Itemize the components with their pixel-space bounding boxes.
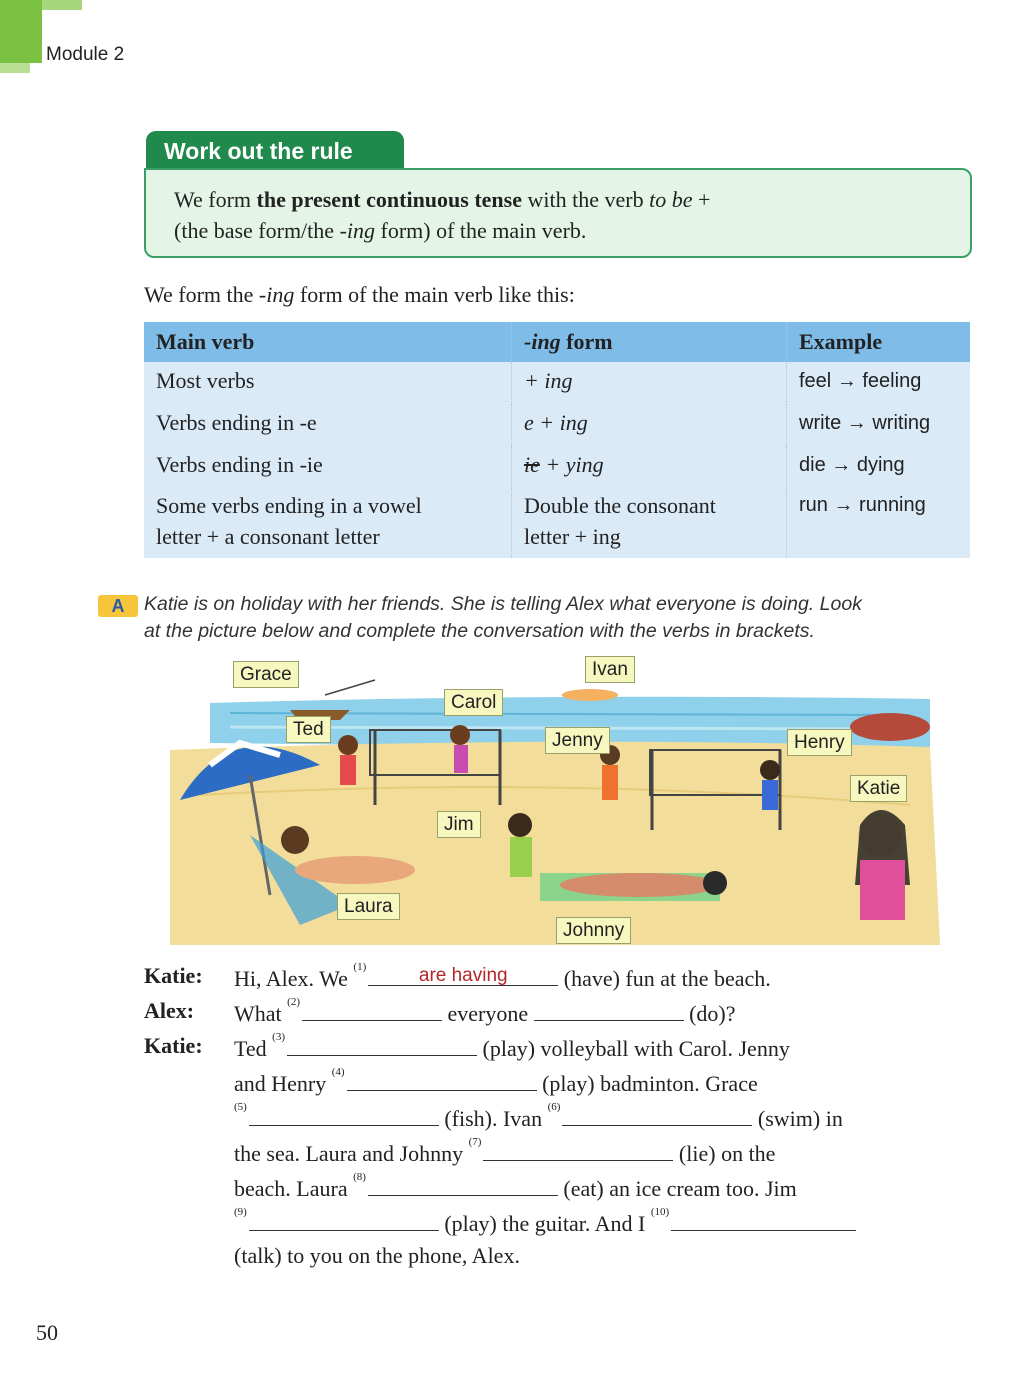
speaker-label: Alex: (144, 998, 195, 1023)
intro-italic: -ing (258, 282, 295, 307)
cell-verb: Verbs ending in -ie (144, 446, 512, 488)
line-text: Ted (234, 1036, 273, 1061)
blank-number: (8) (353, 1171, 366, 1183)
answer-blank[interactable] (562, 1103, 752, 1126)
conversation-line (234, 1138, 775, 1167)
form-dropped-letter: e (524, 410, 534, 435)
header-example: Example (787, 322, 971, 362)
rule-box (144, 168, 972, 258)
blank-number: (9) (234, 1206, 247, 1218)
header-ing-italic: -ing (524, 329, 561, 354)
answer-blank[interactable] (249, 1208, 439, 1231)
line-text: (have) fun at the beach. (558, 966, 771, 991)
conversation-line (234, 998, 736, 1027)
line-text: Hi, Alex. We (234, 966, 354, 991)
example-ing: feeling (862, 370, 922, 392)
example-base: write (799, 412, 842, 434)
module-label: Module 2 (46, 44, 125, 65)
example-base: run (799, 494, 828, 516)
rule-text: with the verb (522, 187, 650, 212)
name-tag: Jim (437, 811, 481, 838)
speaker-label: Katie: (144, 1033, 203, 1058)
line-text: (eat) an ice cream too. Jim (557, 1176, 797, 1201)
cell-example (787, 488, 971, 558)
line-text: (lie) on the (673, 1141, 776, 1166)
name-tag: Ted (286, 716, 331, 743)
arrow-icon: → (831, 454, 852, 476)
conversation-line (234, 1208, 856, 1237)
form-rest: + ing (533, 410, 588, 435)
rule-text: We form (174, 187, 257, 212)
blank-number: (10) (650, 1206, 670, 1218)
answer-text: are having (418, 965, 508, 986)
rule-text: form) of the main verb. (375, 218, 587, 243)
corner-decoration-top (42, 0, 82, 10)
corner-decoration (0, 0, 42, 63)
answer-blank[interactable] (534, 998, 684, 1021)
name-tag: Henry (787, 729, 852, 756)
conversation-line (234, 1033, 790, 1062)
name-tag: Jenny (545, 727, 610, 754)
speaker-label: Katie: (144, 963, 203, 988)
beach-scene (170, 655, 940, 945)
example-base: feel (799, 370, 832, 392)
cell-form (512, 446, 787, 488)
rule-tab-title: Work out the rule (146, 131, 404, 171)
exercise-instruction (144, 591, 974, 645)
example-ing: dying (856, 454, 905, 476)
verb-line: Some verbs ending in a vowel (156, 493, 422, 518)
line-text: and Henry (234, 1071, 332, 1096)
blank-number: (2) (287, 996, 300, 1008)
line-text: beach. Laura (234, 1176, 354, 1201)
example-base: die (799, 454, 826, 476)
cell-verb (144, 488, 512, 558)
table-row (144, 404, 970, 446)
answer-blank[interactable] (368, 963, 558, 986)
table-header-row (144, 322, 970, 362)
cell-example (787, 404, 971, 446)
answer-blank[interactable] (347, 1068, 537, 1091)
answer-blank[interactable] (287, 1033, 477, 1056)
answer-blank[interactable] (302, 998, 442, 1021)
intro-text: We form the (144, 282, 259, 307)
blank-number: (1) (353, 961, 367, 973)
ing-form-table (144, 322, 970, 558)
cell-form (512, 488, 787, 558)
line-text: (play) volleyball with Carol. Jenny (477, 1036, 790, 1061)
rule-text-italic: to be (649, 187, 693, 212)
rule-text-bold: the present continuous tense (256, 187, 522, 212)
conversation-line (234, 1068, 758, 1097)
cell-form: + ing (512, 362, 787, 404)
line-text: (do)? (683, 1001, 736, 1026)
answer-blank[interactable] (671, 1208, 856, 1231)
blank-number: (7) (468, 1136, 482, 1148)
line-text: What (234, 1001, 288, 1026)
form-struck-letters: ie (524, 452, 540, 477)
name-tag: Ivan (585, 656, 635, 683)
arrow-icon: → (846, 412, 867, 434)
instruction-line: Katie is on holiday with her friends. She is telling Alex what everyone is doing. Look (144, 593, 862, 615)
table-row (144, 446, 970, 488)
example-ing: running (859, 494, 926, 516)
line-text: (fish). Ivan (438, 1106, 548, 1131)
blank-number: (3) (272, 1031, 285, 1043)
line-text: (swim) in (752, 1106, 843, 1131)
cell-example (787, 446, 971, 488)
blank-number: (6) (547, 1101, 561, 1113)
beach-illustration (170, 655, 940, 945)
rule-text: (the base form/the (174, 218, 340, 243)
conversation-line (234, 1103, 843, 1132)
answer-blank[interactable] (483, 1138, 673, 1161)
cell-verb: Most verbs (144, 362, 512, 404)
rule-text: + (692, 187, 711, 212)
header-form-text: form (560, 329, 613, 354)
name-tag: Katie (850, 775, 907, 802)
exercise-badge: A (98, 595, 138, 617)
instruction-line: at the picture below and complete the conversation with the verbs in brackets. (144, 620, 815, 642)
verb-line: letter + a consonant letter (156, 524, 380, 549)
example-ing: writing (872, 412, 931, 434)
intro-line (144, 282, 575, 308)
name-tag: Johnny (556, 917, 631, 944)
name-tag: Laura (337, 893, 400, 920)
intro-text: form of the main verb like this: (294, 282, 575, 307)
answer-blank[interactable] (249, 1103, 439, 1126)
rule-text-italic: -ing (339, 218, 376, 243)
page-number: 50 (36, 1320, 58, 1345)
cell-example (787, 362, 971, 404)
line-text: (play) the guitar. And I (438, 1211, 651, 1236)
corner-decoration-bottom (0, 63, 30, 73)
arrow-icon: → (836, 370, 857, 392)
cell-form (512, 404, 787, 446)
form-line: letter + ing (524, 524, 621, 549)
line-text: (talk) to you on the phone, Alex. (234, 1243, 520, 1268)
form-line: Double the consonant (524, 493, 716, 518)
cell-verb: Verbs ending in -e (144, 404, 512, 446)
header-ing-form (512, 322, 787, 362)
line-text: (play) badminton. Grace (536, 1071, 758, 1096)
table-row (144, 362, 970, 404)
name-tag: Grace (233, 661, 299, 688)
arrow-icon: → (833, 494, 854, 516)
form-rest: + ying (539, 452, 604, 477)
blank-number: (4) (331, 1066, 345, 1078)
conversation-line (234, 963, 771, 992)
table-row (144, 488, 970, 558)
line-text: the sea. Laura and Johnny (234, 1141, 469, 1166)
conversation-line (234, 1243, 520, 1269)
header-main-verb: Main verb (144, 322, 512, 362)
line-text: everyone (441, 1001, 534, 1026)
conversation-line (234, 1173, 797, 1202)
name-tag: Carol (444, 689, 503, 716)
answer-blank[interactable] (368, 1173, 558, 1196)
blank-number: (5) (234, 1101, 247, 1113)
